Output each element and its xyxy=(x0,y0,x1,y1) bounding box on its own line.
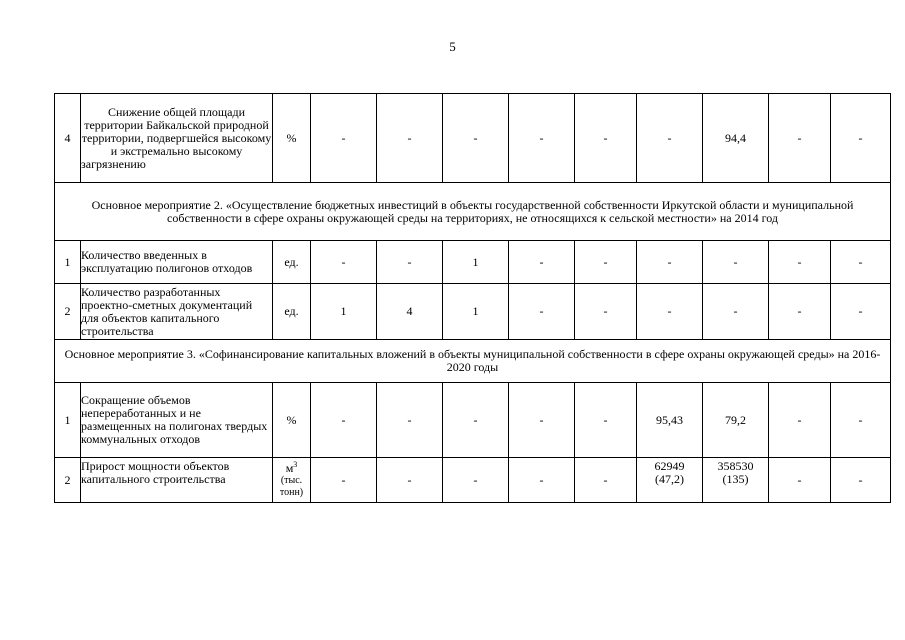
value-cell: - xyxy=(769,241,831,284)
table-row xyxy=(55,383,891,458)
indicator-name: Количество введенных в эксплуатацию полигонов отходов xyxy=(81,241,273,284)
value-cell: 1 xyxy=(311,284,377,340)
value-cell: - xyxy=(575,383,637,458)
value-cell: 79,2 xyxy=(703,383,769,458)
unit-cell: % xyxy=(273,94,311,183)
section-title: Основное мероприятие 3. «Софинансирование капитальных вложений в объекты муниципальной собственности в сфере охраны окружающей среды» на 2016-2020 годы xyxy=(55,340,891,383)
value-cell: - xyxy=(831,284,891,340)
value-cell: - xyxy=(509,383,575,458)
indicator-name: Сокращение объемов непереработанных и не размещенных на полигонах твердых коммунальных отходов xyxy=(81,383,273,458)
indicators-table xyxy=(54,93,891,503)
unit-subtext: (тыс. тонн) xyxy=(279,474,304,498)
value-cell: - xyxy=(575,458,637,503)
value-cell: - xyxy=(769,458,831,503)
page-number: 5 xyxy=(449,39,456,54)
row-number: 2 xyxy=(55,284,81,340)
value-cell: - xyxy=(311,94,377,183)
value-cell: - xyxy=(443,458,509,503)
section-row xyxy=(55,340,891,383)
value-cell: - xyxy=(575,94,637,183)
value-cell: 95,43 xyxy=(637,383,703,458)
unit-superscript: 3 xyxy=(293,459,298,469)
value-cell: - xyxy=(311,383,377,458)
value-cell xyxy=(637,458,703,503)
value-line: 62949 xyxy=(654,459,685,473)
table-row xyxy=(55,284,891,340)
indicator-name: Снижение общей площади территории Байкальской природной территории, подвергшейся высокому и экстремально высокому загрязнению xyxy=(81,94,273,183)
value-line: (135) xyxy=(722,472,749,486)
value-cell: - xyxy=(311,241,377,284)
table-row xyxy=(55,94,891,183)
row-number: 4 xyxy=(55,94,81,183)
value-cell: - xyxy=(831,383,891,458)
value-cell: 94,4 xyxy=(703,94,769,183)
value-cell: - xyxy=(769,383,831,458)
value-cell: - xyxy=(443,383,509,458)
value-cell: - xyxy=(443,94,509,183)
value-cell: - xyxy=(377,383,443,458)
value-cell: - xyxy=(831,241,891,284)
row-number: 2 xyxy=(55,458,81,503)
value-cell: - xyxy=(377,94,443,183)
row-number: 1 xyxy=(55,383,81,458)
indicator-name: Количество разработанных проектно-сметных документаций для объектов капитального строительства xyxy=(81,284,273,340)
value-cell: - xyxy=(769,284,831,340)
value-cell: - xyxy=(637,241,703,284)
value-line: (47,2) xyxy=(655,472,684,486)
unit-cell: ед. xyxy=(273,284,311,340)
value-cell: 4 xyxy=(377,284,443,340)
table-row xyxy=(55,458,891,503)
indicator-name: Прирост мощности объектов капитального строительства xyxy=(81,458,273,503)
value-cell xyxy=(703,458,769,503)
unit-cell: ед. xyxy=(273,241,311,284)
section-row xyxy=(55,183,891,241)
value-cell: 1 xyxy=(443,284,509,340)
value-cell: - xyxy=(377,241,443,284)
value-cell: - xyxy=(509,284,575,340)
value-cell: - xyxy=(637,284,703,340)
value-cell: - xyxy=(831,458,891,503)
row-number: 1 xyxy=(55,241,81,284)
value-cell: - xyxy=(509,241,575,284)
value-cell: - xyxy=(769,94,831,183)
value-cell: - xyxy=(831,94,891,183)
value-cell: - xyxy=(703,284,769,340)
value-cell: - xyxy=(377,458,443,503)
value-cell: 1 xyxy=(443,241,509,284)
table-row xyxy=(55,241,891,284)
value-cell: - xyxy=(703,241,769,284)
value-line: 358530 xyxy=(717,459,754,473)
unit-main: м xyxy=(285,460,294,475)
unit-cell: % xyxy=(273,383,311,458)
value-cell: - xyxy=(311,458,377,503)
value-cell: - xyxy=(575,284,637,340)
unit-cell xyxy=(273,458,311,503)
value-cell: - xyxy=(637,94,703,183)
section-title: Основное мероприятие 2. «Осуществление бюджетных инвестиций в объекты государственной собственности Иркутской области и муниципальной собственности в сфере охраны окружающей среды на территориях, не относящихся к сельской местности» на 2014 год xyxy=(55,183,891,241)
value-cell: - xyxy=(575,241,637,284)
value-cell: - xyxy=(509,458,575,503)
value-cell: - xyxy=(509,94,575,183)
